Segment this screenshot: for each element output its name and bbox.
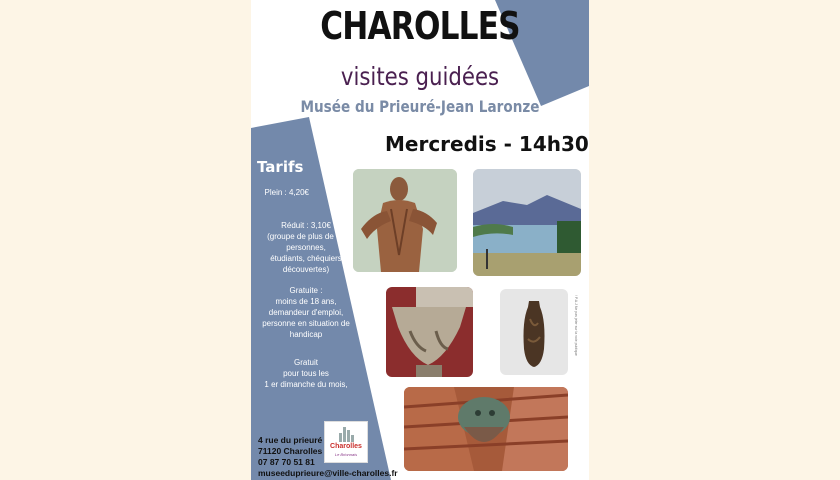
schedule: Mercredis - 14h30 [385,132,589,156]
address-phone: 07 87 70 51 81 [258,457,315,467]
tarif-reduit-line: découvertes) [282,265,330,274]
tarif-gratuit-line: 1 er dimanche du mois, [264,380,348,389]
tarif-gratuite-line: handicap [289,330,323,339]
museum-name: Musée du Prieuré-Jean Laronze [300,97,540,116]
address-city: 71120 Charolles [258,446,323,456]
address-street: 4 rue du prieuré [258,435,323,445]
landscape-painting-photo [473,169,581,276]
tarif-reduit-line: (groupe de plus de 10 [267,232,345,241]
tarif-gratuite-line: moins de 18 ans, [275,297,337,306]
tarif-gratuite-line: Gratuite : [289,286,323,295]
tarif-gratuit-line: Gratuit [293,358,318,367]
poster [251,0,589,480]
tarif-reduit-line: personnes, [286,243,326,252]
vertical-note: ! P.A.J Ne pas jeter sur la voie publique [574,295,578,356]
tarif-gratuite-line: personne en situation de [262,319,350,328]
tarifs-heading: Tarifs [257,158,304,176]
charolles-logo [324,421,368,463]
page-title: CHAROLLES [320,4,520,48]
stone-capital-photo [386,287,473,377]
tarif-plein: Plein : 4,20€ [264,188,309,197]
sculpture-christ-photo [353,169,457,272]
subtitle: visites guidées [340,62,500,91]
tarif-reduit-line: Réduit : 3,10€ [281,221,331,230]
tarif-gratuit-line: pour tous les [283,369,329,378]
carved-wood-photo [404,387,568,471]
logo-tagline: Le Brionnais [334,452,358,457]
tarif-gratuite-line: demandeur d'emploi, [268,308,344,317]
logo-name: Charolles [330,443,362,450]
address-email[interactable]: museeduprieure@ville-charolles.fr [258,468,398,478]
tarif-reduit-line: étudiants, chéquiers [270,254,342,263]
building-icon [339,426,353,442]
vase-photo [500,289,568,375]
